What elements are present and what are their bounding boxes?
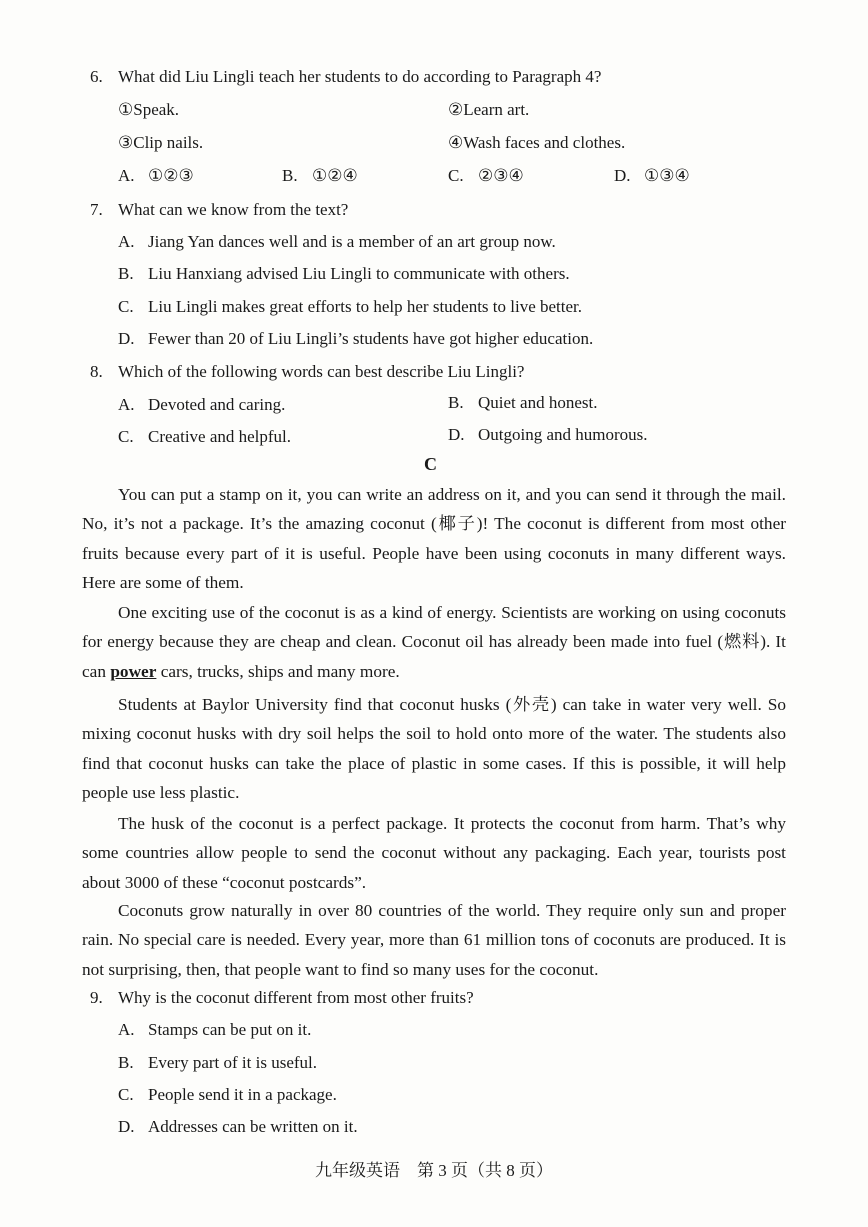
- q6-choice-d: [614, 165, 690, 187]
- choice-letter: D.: [614, 166, 631, 185]
- q6-choice-b: [282, 165, 358, 187]
- q6-item-4: ④Wash faces and clothes.: [448, 133, 626, 152]
- q7-choice-b: [118, 263, 570, 285]
- choice-text: Creative and helpful.: [148, 427, 292, 446]
- choice-letter: B.: [118, 1053, 134, 1072]
- choice-text: Fewer than 20 of Liu Lingli’s students have got higher education.: [148, 329, 594, 348]
- choice-letter: C.: [448, 166, 464, 185]
- choice-letter: D.: [448, 425, 465, 444]
- question-stem: What can we know from the text?: [118, 200, 349, 219]
- question-9: [90, 987, 474, 1009]
- choice-letter: A.: [118, 1020, 135, 1039]
- q6-item-1: ①Speak.: [118, 100, 180, 119]
- passage-paragraph-2: [82, 598, 786, 686]
- choice-letter: C.: [118, 1085, 134, 1104]
- paragraph-text: cars, trucks, ships and many more.: [156, 661, 400, 681]
- passage-paragraph-4: The husk of the coconut is a perfect package. It protects the coconut from harm. That’s why some countries allow people to send the coconut without any packaging. Each year, tourists post about 3000 of these “coconut postcards”.: [82, 814, 786, 892]
- choice-text: ②③④: [478, 166, 524, 185]
- choice-text: Every part of it is useful.: [148, 1053, 318, 1072]
- q9-choice-b: [118, 1052, 317, 1074]
- q9-choice-c: [118, 1084, 337, 1106]
- q6-item-2: ②Learn art.: [448, 100, 530, 119]
- passage-paragraph-5: Coconuts grow naturally in over 80 countries of the world. They require only sun and proper rain. No special care is needed. Every year, more than 61 million tons of coconuts are produced. It is not surprising, then, that people want to find so many uses for the coconut.: [82, 901, 786, 979]
- choice-letter: B.: [282, 166, 298, 185]
- choice-letter: D.: [118, 329, 135, 348]
- choice-text: Addresses can be written on it.: [148, 1117, 358, 1136]
- choice-text: Quiet and honest.: [478, 393, 598, 412]
- q7-choice-c: [118, 296, 582, 318]
- q8-choice-c: [118, 426, 291, 448]
- choice-letter: A.: [118, 232, 135, 251]
- choice-text: Liu Hanxiang advised Liu Lingli to communicate with others.: [148, 264, 570, 283]
- q7-choice-a: [118, 231, 556, 253]
- choice-letter: B.: [118, 264, 134, 283]
- question-stem: Which of the following words can best describe Liu Lingli?: [118, 362, 525, 381]
- choice-letter: B.: [448, 393, 464, 412]
- question-number: 8.: [90, 362, 103, 381]
- q6-item-3: ③Clip nails.: [118, 133, 204, 152]
- choice-text: ①②④: [312, 166, 358, 185]
- choice-letter: A.: [118, 395, 135, 414]
- section-heading: C: [424, 454, 437, 474]
- question-stem: What did Liu Lingli teach her students to do according to Paragraph 4?: [118, 67, 602, 86]
- choice-text: ①③④: [644, 166, 690, 185]
- choice-text: Jiang Yan dances well and is a member of an art group now.: [148, 232, 556, 251]
- underlined-keyword: power: [110, 661, 157, 681]
- paragraph-text: One exciting use of the coconut is as a kind of energy. Scientists are working on using coconuts for energy because they are cheap and clean. Coconut oil has already been made into fuel (燃料). It can: [82, 603, 786, 681]
- choice-letter: D.: [118, 1117, 135, 1136]
- question-number: 9.: [90, 988, 103, 1007]
- q9-choice-d: [118, 1116, 358, 1138]
- choice-text: ①②③: [148, 166, 194, 185]
- question-6: [90, 66, 601, 88]
- question-number: 6.: [90, 67, 103, 86]
- q6-choice-c: [448, 165, 524, 187]
- q8-choice-a: [118, 394, 285, 416]
- choice-text: Outgoing and humorous.: [478, 425, 648, 444]
- choice-text: Stamps can be put on it.: [148, 1020, 312, 1039]
- choice-text: Liu Lingli makes great efforts to help her students to live better.: [148, 297, 583, 316]
- question-stem: Why is the coconut different from most other fruits?: [118, 988, 474, 1007]
- choice-text: People send it in a package.: [148, 1085, 337, 1104]
- choice-letter: C.: [118, 427, 134, 446]
- q8-choice-d: [448, 424, 648, 446]
- page-footer: 九年级英语 第 3 页（共 8 页）: [315, 1161, 553, 1180]
- choice-text: Devoted and caring.: [148, 395, 286, 414]
- choice-letter: A.: [118, 166, 135, 185]
- q9-choice-a: [118, 1019, 311, 1041]
- passage-paragraph-1: You can put a stamp on it, you can write an address on it, and you can send it through the mail. No, it’s not a package. It’s the amazing coconut (椰子)! The coconut is different from most other fruits because every part of it is useful. People have been using coconuts in many different ways. Here are some of them.: [82, 485, 786, 592]
- question-number: 7.: [90, 200, 103, 219]
- choice-letter: C.: [118, 297, 134, 316]
- q7-choice-d: [118, 328, 593, 350]
- question-7: [90, 199, 348, 221]
- question-8: [90, 361, 524, 383]
- q6-choice-a: [118, 165, 194, 187]
- q8-choice-b: [448, 392, 597, 414]
- passage-paragraph-3: Students at Baylor University find that coconut husks (外壳) can take in water very well. So mixing coconut husks with dry soil helps the soil to hold onto more of the water. The students also find that coconut husks can take the place of plastic in some cases. If this is possible, it will help people use less plastic.: [82, 695, 786, 802]
